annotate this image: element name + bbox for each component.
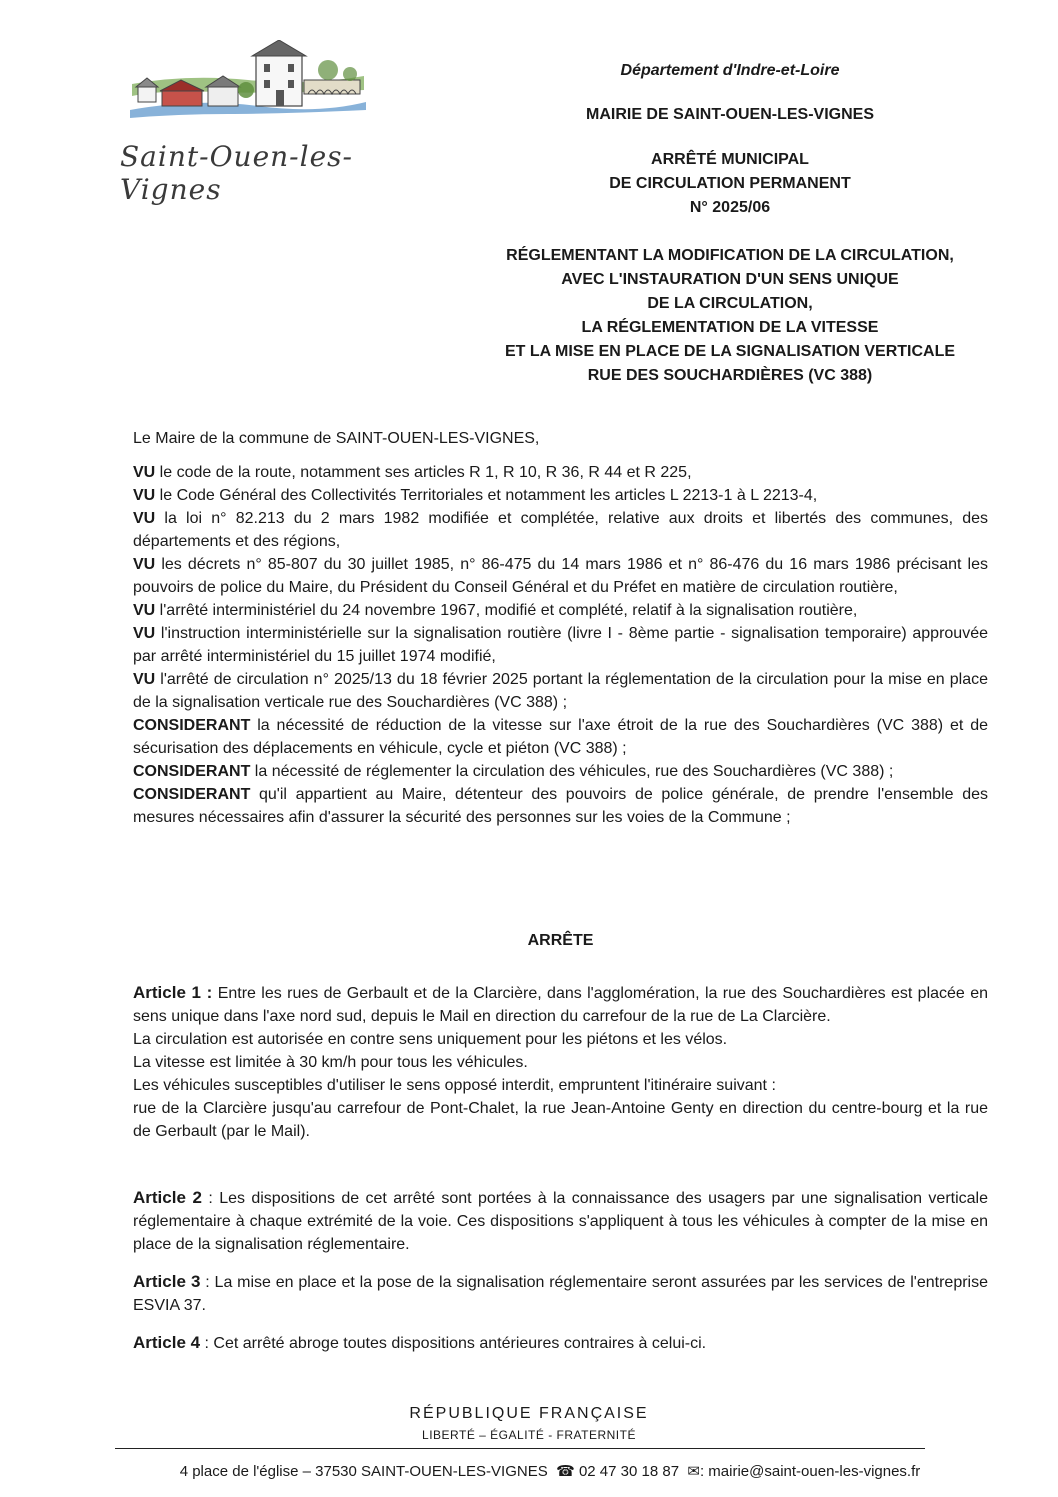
intro-text: Le Maire de la commune de SAINT-OUEN-LES-VIGNES, (133, 430, 540, 447)
consideration-text: qu'il appartient au Maire, détenteur des pouvoirs de police générale, de prendre l'ensemble des mesures nécessaires afin d'assurer la sécurité des personnes sur les voies de la Commune ; (133, 786, 988, 826)
village-logo-illustration (128, 40, 368, 130)
consideration-label: VU (133, 487, 156, 504)
consideration-label: VU (133, 671, 156, 688)
article-1 (133, 981, 988, 1143)
arrete-title-line: ARRÊTÉ MUNICIPAL (651, 151, 809, 168)
consideration-item (133, 783, 988, 829)
arrete-number: N° 2025/06 (689, 199, 771, 216)
consideration-text: l'arrêté interministériel du 24 novembre 1967, modifié et complété, relatif à la signalisation routière, (155, 602, 858, 619)
subject-line: DE LA CIRCULATION, (647, 295, 813, 312)
email-icon: ✉: (683, 1463, 709, 1480)
consideration-item (133, 507, 988, 553)
consideration-label: VU (133, 510, 156, 527)
article-4-text: : Cet arrêté abroge toutes dispositions antérieures contraires à celui-ci. (200, 1335, 707, 1352)
subject-line: AVEC L'INSTAURATION D'UN SENS UNIQUE (561, 271, 899, 288)
footer-address: 4 place de l'église – 37530 SAINT-OUEN-LES-VIGNES (179, 1463, 548, 1480)
arrete-heading: ARRÊTE (527, 932, 594, 949)
consideration-label: CONSIDERANT (133, 786, 251, 803)
consideration-label: VU (133, 464, 156, 481)
consideration-item (133, 622, 988, 668)
consideration-text: le code de la route, notamment ses articles R 1, R 10, R 36, R 44 et R 225, (155, 464, 692, 481)
article-1-label: Article 1 : (133, 983, 213, 1002)
article-2-label: Article 2 (133, 1188, 203, 1207)
department-title: Département d'Indre-et-Loire (620, 62, 840, 79)
consideration-item (133, 714, 988, 760)
article-1-paragraph (133, 981, 988, 1028)
consideration-text: la nécessité de réduction de la vitesse sur l'axe étroit de la rue des Souchardières (VC 388) et de sécurisation des déplacements en véhicule, cycle et piéton (VC 388) ; (133, 717, 988, 757)
article-3-label: Article 3 (133, 1272, 201, 1291)
subject-line: RUE DES SOUCHARDIÈRES (VC 388) (587, 367, 873, 384)
consideration-item (133, 461, 988, 484)
consideration-text: la loi n° 82.213 du 2 mars 1982 modifiée et complétée, relative aux droits et libertés des communes, des départements et des régions, (133, 510, 988, 550)
article-4-label: Article 4 (133, 1333, 201, 1352)
subject-line: ET LA MISE EN PLACE DE LA SIGNALISATION VERTICALE (504, 343, 956, 360)
consideration-text: le Code Général des Collectivités Territoriales et notamment les articles L 2213-1 à L 2213-4, (155, 487, 818, 504)
consideration-item (133, 553, 988, 599)
devise: LIBERTÉ – ÉGALITÉ - FRATERNITÉ (422, 1428, 636, 1442)
article-1-line: rue de la Clarcière jusqu'au carrefour de Pont-Chalet, la rue Jean-Antoine Genty en direction du centre-bourg et la rue de Gerbault (par le Mail). (133, 1100, 988, 1140)
footer-email[interactable]: mairie@saint-ouen-les-vignes.fr (708, 1463, 921, 1480)
phone-icon: ☎ (551, 1463, 579, 1480)
subject-line: RÉGLEMENTANT LA MODIFICATION DE LA CIRCULATION, (506, 247, 954, 264)
consideration-label: VU (133, 625, 156, 642)
consideration-item (133, 599, 988, 622)
consideration-text: la nécessité de réglementer la circulation des véhicules, rue des Souchardières (VC 388) ; (250, 763, 894, 780)
consideration-text: les décrets n° 85-807 du 30 juillet 1985, n° 86-475 du 14 mars 1986 et n° 86-476 du 16 mars 1986 précisant les pouvoirs de police du Maire, du Président du Conseil Général et du Préfet en matière de circulation routière, (133, 556, 988, 596)
article-2 (133, 1186, 988, 1256)
consideration-label: CONSIDERANT (133, 717, 251, 734)
consideration-label: CONSIDERANT (133, 763, 251, 780)
republique-francaise: RÉPUBLIQUE FRANÇAISE (409, 1405, 649, 1422)
article-2-text: : Les dispositions de cet arrêté sont portées à la connaissance des usagers par une signalisation verticale réglementaire à chaque extrémité de la voie. Ces dispositions s'appliquent à tous les véhicules à compter de la mise en place de la signalisation réglementaire. (133, 1190, 989, 1253)
article-1-line: La circulation est autorisée en contre sens uniquement pour les piétons et les vélos. (133, 1031, 728, 1048)
footer-phone: 02 47 30 18 87 (578, 1463, 680, 1480)
consideration-label: VU (133, 602, 156, 619)
subject-line: LA RÉGLEMENTATION DE LA VITESSE (581, 319, 879, 336)
mairie-title: MAIRIE DE SAINT-OUEN-LES-VIGNES (585, 106, 875, 123)
article-3-text: : La mise en place et la pose de la signalisation réglementaire seront assurées par les services de l'entreprise ESVIA 37. (133, 1274, 988, 1314)
article-3 (133, 1270, 988, 1317)
arrete-subject (470, 244, 990, 388)
arrete-title-line: DE CIRCULATION PERMANENT (609, 175, 851, 192)
footer-contact (100, 1462, 1000, 1480)
article-1-line: La vitesse est limitée à 30 km/h pour tous les véhicules. (133, 1054, 528, 1071)
footer-divider (115, 1448, 925, 1449)
article-1-line: Les véhicules susceptibles d'utiliser le sens opposé interdit, empruntent l'itinéraire suivant : (133, 1077, 776, 1094)
article-4 (133, 1331, 988, 1355)
consideration-item (133, 760, 988, 783)
consideration-label: VU (133, 556, 156, 573)
consideration-text: l'instruction interministérielle sur la signalisation routière (livre I - 8ème partie - signalisation temporaire) approuvée par arrêté interministériel du 15 juillet 1974 modifié, (133, 625, 988, 665)
logo-caption: Saint-Ouen-les-Vignes (120, 140, 353, 206)
consideration-text: l'arrêté de circulation n° 2025/13 du 18 février 2025 portant la réglementation de la circulation pour la mise en place de la signalisation verticale rue des Souchardières (VC 388) ; (133, 671, 988, 711)
arrete-title (470, 148, 990, 220)
consideration-item (133, 668, 988, 714)
consideration-item (133, 484, 988, 507)
considerations-list (133, 461, 988, 829)
article-1-text: Entre les rues de Gerbault et de la Clarcière, dans l'agglomération, la rue des Souchardières est placée en sens unique dans l'axe nord sud, depuis le Mail en direction du carrefour de la rue de La Clarcière. (133, 985, 988, 1025)
